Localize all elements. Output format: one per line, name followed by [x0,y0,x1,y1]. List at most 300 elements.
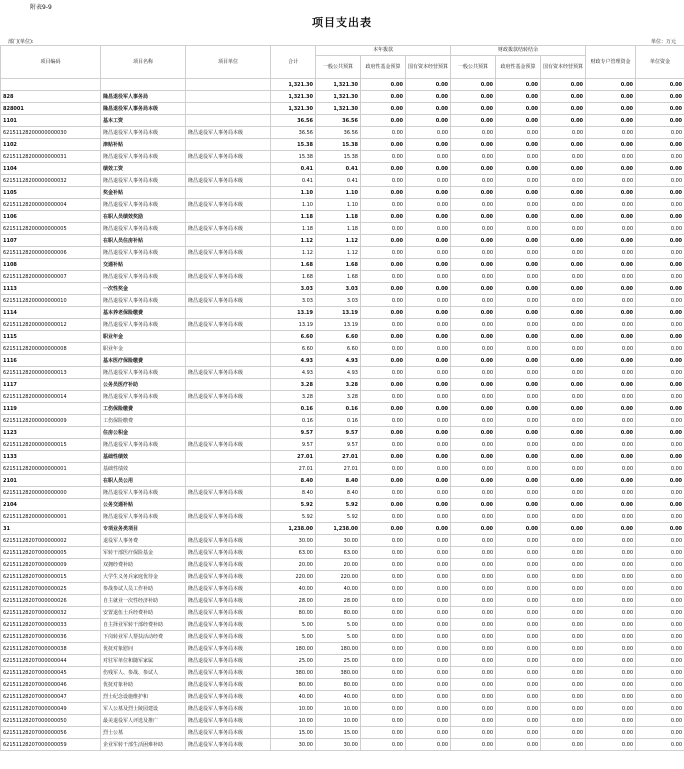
cell-unit [186,403,271,415]
cell-e: 0.00 [496,559,541,571]
cell-name: 隆昌退役军人事务局本级 [101,151,186,163]
cell-a: 10.00 [316,703,361,715]
cell-f: 0.00 [541,199,586,211]
table-row [1,607,684,619]
table-row [1,631,684,643]
cell-d: 0.00 [451,247,496,259]
cell-b: 0.00 [361,691,406,703]
cell-b: 0.00 [361,523,406,535]
cell-unit: 隆昌退役军人事务局本级 [186,319,271,331]
cell-b: 0.00 [361,703,406,715]
cell-total: 27.01 [271,451,316,463]
cell-name: 在职人员绩效奖励 [101,211,186,223]
table-row [1,199,684,211]
table-row [1,547,684,559]
cell-unit: 隆昌退役军人事务局本级 [186,511,271,523]
cell-h: 0.00 [636,211,684,223]
cell-e: 0.00 [496,439,541,451]
cell-c: 0.00 [406,343,451,355]
cell-unit: 隆昌退役军人事务局本级 [186,247,271,259]
cell-f: 0.00 [541,607,586,619]
cell-g: 0.00 [586,523,636,535]
cell-b: 0.00 [361,343,406,355]
cell-h: 0.00 [636,547,684,559]
cell-b: 0.00 [361,79,406,91]
cell-a: 30.00 [316,739,361,751]
cell-unit: 隆昌退役军人事务局本级 [186,583,271,595]
cell-b: 0.00 [361,511,406,523]
cell-h: 0.00 [636,559,684,571]
cell-name: 隆昌退役军人事务局本级 [101,391,186,403]
cell-code: 1106 [1,211,101,223]
cell-a: 3.03 [316,283,361,295]
cell-unit: 隆昌退役军人事务局本级 [186,439,271,451]
table-row [1,451,684,463]
cell-d: 0.00 [451,343,496,355]
table-body [1,79,684,751]
cell-total: 9.57 [271,427,316,439]
table-row [1,175,684,187]
table-row [1,463,684,475]
cell-code: 62151128207000000026 [1,595,101,607]
cell-f: 0.00 [541,595,586,607]
cell-c: 0.00 [406,403,451,415]
cell-unit: 隆昌退役军人事务局本级 [186,691,271,703]
header-name: 项目名称 [101,46,186,79]
cell-f: 0.00 [541,319,586,331]
cell-e: 0.00 [496,343,541,355]
cell-c: 0.00 [406,247,451,259]
cell-e: 0.00 [496,679,541,691]
cell-e: 0.00 [496,211,541,223]
cell-code: 828 [1,91,101,103]
cell-unit: 隆昌退役军人事务局本级 [186,619,271,631]
table-row [1,355,684,367]
cell-total: 6.60 [271,343,316,355]
cell-e: 0.00 [496,103,541,115]
cell-total: 15.38 [271,139,316,151]
cell-code: 62151128200000000014 [1,391,101,403]
cell-g: 0.00 [586,559,636,571]
cell-a: 5.92 [316,511,361,523]
cell-d: 0.00 [451,331,496,343]
cell-c: 0.00 [406,115,451,127]
cell-d: 0.00 [451,559,496,571]
table-row [1,415,684,427]
cell-total: 1.12 [271,247,316,259]
cell-c: 0.00 [406,355,451,367]
cell-e: 0.00 [496,235,541,247]
header-g1-state: 国有资本经营预算 [406,56,451,79]
cell-h: 0.00 [636,163,684,175]
cell-unit: 隆昌退役军人事务局本级 [186,175,271,187]
cell-code: 62151128200000000005 [1,223,101,235]
cell-f: 0.00 [541,367,586,379]
cell-g: 0.00 [586,331,636,343]
cell-f: 0.00 [541,187,586,199]
cell-unit [186,331,271,343]
table-row [1,643,684,655]
cell-c: 0.00 [406,211,451,223]
cell-code: 62151128207000000050 [1,715,101,727]
cell-c: 0.00 [406,331,451,343]
cell-d: 0.00 [451,631,496,643]
cell-e: 0.00 [496,367,541,379]
cell-unit [186,463,271,475]
cell-name: 退役军人事务费 [101,535,186,547]
cell-b: 0.00 [361,595,406,607]
cell-e: 0.00 [496,151,541,163]
cell-unit: 隆昌退役军人事务局本级 [186,667,271,679]
cell-name: 职业年金 [101,331,186,343]
cell-total: 9.57 [271,439,316,451]
cell-d: 0.00 [451,115,496,127]
cell-c: 0.00 [406,631,451,643]
cell-h: 0.00 [636,91,684,103]
cell-f: 0.00 [541,487,586,499]
table-row [1,427,684,439]
cell-name: 烈士纪念设施维护和 [101,691,186,703]
cell-g: 0.00 [586,439,636,451]
table-row [1,679,684,691]
cell-d: 0.00 [451,91,496,103]
cell-total: 40.00 [271,583,316,595]
cell-total: 1,321.30 [271,103,316,115]
cell-h: 0.00 [636,595,684,607]
cell-d: 0.00 [451,175,496,187]
cell-e: 0.00 [496,79,541,91]
cell-a: 15.38 [316,139,361,151]
table-row [1,271,684,283]
cell-a: 25.00 [316,655,361,667]
cell-a: 36.56 [316,115,361,127]
cell-total: 0.16 [271,415,316,427]
cell-total: 3.03 [271,295,316,307]
cell-unit [186,343,271,355]
cell-unit [186,379,271,391]
cell-g: 0.00 [586,427,636,439]
cell-name: 自主就业一次性经济补助 [101,595,186,607]
cell-e: 0.00 [496,487,541,499]
cell-name: 隆昌退役军人事务局本级 [101,223,186,235]
cell-d: 0.00 [451,163,496,175]
cell-unit: 隆昌退役军人事务局本级 [186,559,271,571]
cell-unit: 隆昌退役军人事务局本级 [186,631,271,643]
cell-name: 在职人员住房补贴 [101,235,186,247]
table-row [1,283,684,295]
cell-c: 0.00 [406,307,451,319]
cell-name: 隆昌退役军人事务局本级 [101,175,186,187]
header-total: 合计 [271,46,316,79]
cell-total: 1.10 [271,199,316,211]
cell-unit: 隆昌退役军人事务局本级 [186,151,271,163]
cell-e: 0.00 [496,307,541,319]
cell-code: 1133 [1,451,101,463]
cell-name: 双拥经费补助 [101,559,186,571]
cell-b: 0.00 [361,379,406,391]
cell-a: 13.19 [316,319,361,331]
cell-h: 0.00 [636,271,684,283]
cell-a: 28.00 [316,595,361,607]
cell-a: 4.93 [316,355,361,367]
cell-unit: 隆昌退役军人事务局本级 [186,679,271,691]
cell-e: 0.00 [496,451,541,463]
cell-b: 0.00 [361,415,406,427]
cell-e: 0.00 [496,463,541,475]
cell-a: 220.00 [316,571,361,583]
cell-h: 0.00 [636,607,684,619]
cell-a: 1,321.30 [316,79,361,91]
cell-total: 28.00 [271,595,316,607]
cell-g: 0.00 [586,643,636,655]
cell-name: 军转干部医疗保险基金 [101,547,186,559]
cell-unit: 隆昌退役军人事务局本级 [186,271,271,283]
cell-d: 0.00 [451,151,496,163]
cell-total: 1,321.30 [271,79,316,91]
cell-h: 0.00 [636,367,684,379]
cell-c: 0.00 [406,643,451,655]
table-row [1,727,684,739]
cell-c: 0.00 [406,151,451,163]
cell-name: 工伤保险缴费 [101,415,186,427]
cell-g: 0.00 [586,211,636,223]
cell-name: 下岗转业军人帮扶活动经费 [101,631,186,643]
header-current-year: 本年拨款 [316,46,451,56]
cell-total: 1,321.30 [271,91,316,103]
cell-code: 62151128200000000010 [1,295,101,307]
cell-d: 0.00 [451,679,496,691]
cell-d: 0.00 [451,187,496,199]
cell-d: 0.00 [451,199,496,211]
cell-b: 0.00 [361,655,406,667]
cell-e: 0.00 [496,91,541,103]
cell-d: 0.00 [451,379,496,391]
cell-g: 0.00 [586,283,636,295]
cell-d: 0.00 [451,79,496,91]
table-row [1,523,684,535]
cell-f: 0.00 [541,343,586,355]
cell-b: 0.00 [361,403,406,415]
cell-h: 0.00 [636,115,684,127]
cell-c: 0.00 [406,79,451,91]
cell-a: 63.00 [316,547,361,559]
cell-c: 0.00 [406,487,451,499]
cell-a: 8.40 [316,475,361,487]
cell-total: 8.40 [271,487,316,499]
cell-f: 0.00 [541,643,586,655]
cell-code: 2104 [1,499,101,511]
cell-unit: 隆昌退役军人事务局本级 [186,367,271,379]
table-row [1,535,684,547]
cell-d: 0.00 [451,739,496,751]
table-row [1,379,684,391]
cell-a: 3.03 [316,295,361,307]
cell-total: 0.16 [271,403,316,415]
cell-d: 0.00 [451,715,496,727]
cell-h: 0.00 [636,307,684,319]
cell-b: 0.00 [361,103,406,115]
cell-a: 6.60 [316,343,361,355]
cell-total: 10.00 [271,703,316,715]
cell-total: 25.00 [271,655,316,667]
cell-code: 1119 [1,403,101,415]
cell-code: 1108 [1,259,101,271]
cell-f: 0.00 [541,79,586,91]
cell-h: 0.00 [636,619,684,631]
cell-b: 0.00 [361,151,406,163]
cell-e: 0.00 [496,583,541,595]
cell-f: 0.00 [541,655,586,667]
cell-c: 0.00 [406,691,451,703]
cell-e: 0.00 [496,499,541,511]
cell-c: 0.00 [406,715,451,727]
cell-unit [186,259,271,271]
cell-e: 0.00 [496,403,541,415]
cell-total: 0.41 [271,175,316,187]
cell-unit: 隆昌退役军人事务局本级 [186,571,271,583]
cell-f: 0.00 [541,703,586,715]
cell-code: 62151128200000000008 [1,343,101,355]
cell-d: 0.00 [451,619,496,631]
cell-unit [186,139,271,151]
cell-d: 0.00 [451,487,496,499]
cell-unit: 隆昌退役军人事务局本级 [186,595,271,607]
cell-f: 0.00 [541,331,586,343]
cell-code: 62151128200000000000 [1,487,101,499]
cell-unit [186,451,271,463]
cell-b: 0.00 [361,235,406,247]
cell-unit: 隆昌退役军人事务局本级 [186,295,271,307]
cell-b: 0.00 [361,223,406,235]
cell-f: 0.00 [541,211,586,223]
cell-code: 828001 [1,103,101,115]
cell-g: 0.00 [586,307,636,319]
table-row [1,223,684,235]
cell-f: 0.00 [541,535,586,547]
cell-e: 0.00 [496,643,541,655]
cell-g: 0.00 [586,403,636,415]
cell-total: 80.00 [271,679,316,691]
cell-h: 0.00 [636,463,684,475]
cell-total: 0.41 [271,163,316,175]
cell-code: 62151128207000000049 [1,703,101,715]
cell-c: 0.00 [406,235,451,247]
cell-name: 工伤保险缴费 [101,403,186,415]
cell-g: 0.00 [586,151,636,163]
cell-f: 0.00 [541,223,586,235]
cell-h: 0.00 [636,655,684,667]
cell-d: 0.00 [451,523,496,535]
cell-a: 0.41 [316,163,361,175]
cell-e: 0.00 [496,631,541,643]
cell-name: 参战参试人员工作补助 [101,583,186,595]
cell-b: 0.00 [361,727,406,739]
cell-a: 9.57 [316,427,361,439]
cell-g: 0.00 [586,679,636,691]
cell-d: 0.00 [451,571,496,583]
cell-g: 0.00 [586,451,636,463]
cell-h: 0.00 [636,283,684,295]
cell-b: 0.00 [361,715,406,727]
cell-total: 13.19 [271,307,316,319]
table-row [1,571,684,583]
cell-code: 62151128200000000031 [1,151,101,163]
cell-g: 0.00 [586,415,636,427]
cell-c: 0.00 [406,139,451,151]
cell-g: 0.00 [586,391,636,403]
cell-d: 0.00 [451,367,496,379]
cell-h: 0.00 [636,571,684,583]
header-carryover: 财政拨款结转结余 [451,46,586,56]
cell-g: 0.00 [586,367,636,379]
cell-c: 0.00 [406,523,451,535]
cell-code: 62151128200000000004 [1,199,101,211]
cell-g: 0.00 [586,235,636,247]
cell-h: 0.00 [636,379,684,391]
cell-total: 1.68 [271,271,316,283]
cell-g: 0.00 [586,475,636,487]
cell-total: 4.93 [271,355,316,367]
header-code: 项目编码 [1,46,101,79]
cell-g: 0.00 [586,379,636,391]
cell-b: 0.00 [361,271,406,283]
cell-f: 0.00 [541,691,586,703]
cell-g: 0.00 [586,271,636,283]
cell-name: 公务员医疗补助 [101,379,186,391]
cell-f: 0.00 [541,91,586,103]
cell-f: 0.00 [541,715,586,727]
cell-d: 0.00 [451,499,496,511]
cell-name: 优抚对象补助 [101,679,186,691]
cell-c: 0.00 [406,463,451,475]
cell-e: 0.00 [496,223,541,235]
cell-name: 公务交通补贴 [101,499,186,511]
cell-f: 0.00 [541,571,586,583]
cell-a: 80.00 [316,679,361,691]
cell-a: 1.10 [316,187,361,199]
cell-code: 1113 [1,283,101,295]
cell-name: 隆昌退役军人事务局本级 [101,295,186,307]
cell-name: 自主择业军转干部经费补助 [101,619,186,631]
table-row [1,343,684,355]
page-title: 项目支出表 [312,16,372,29]
cell-name: 住房公积金 [101,427,186,439]
cell-total: 13.19 [271,319,316,331]
cell-total: 3.28 [271,391,316,403]
cell-b: 0.00 [361,547,406,559]
table-row [1,475,684,487]
cell-total: 30.00 [271,535,316,547]
cell-g: 0.00 [586,655,636,667]
cell-c: 0.00 [406,415,451,427]
cell-code: 62151128207000000056 [1,727,101,739]
cell-c: 0.00 [406,199,451,211]
cell-name [101,79,186,91]
cell-d: 0.00 [451,391,496,403]
table-row [1,499,684,511]
cell-a: 0.41 [316,175,361,187]
cell-c: 0.00 [406,127,451,139]
cell-d: 0.00 [451,691,496,703]
cell-g: 0.00 [586,595,636,607]
cell-total: 15.00 [271,727,316,739]
table-row [1,487,684,499]
cell-h: 0.00 [636,511,684,523]
cell-d: 0.00 [451,535,496,547]
cell-h: 0.00 [636,187,684,199]
cell-a: 40.00 [316,583,361,595]
cell-c: 0.00 [406,379,451,391]
